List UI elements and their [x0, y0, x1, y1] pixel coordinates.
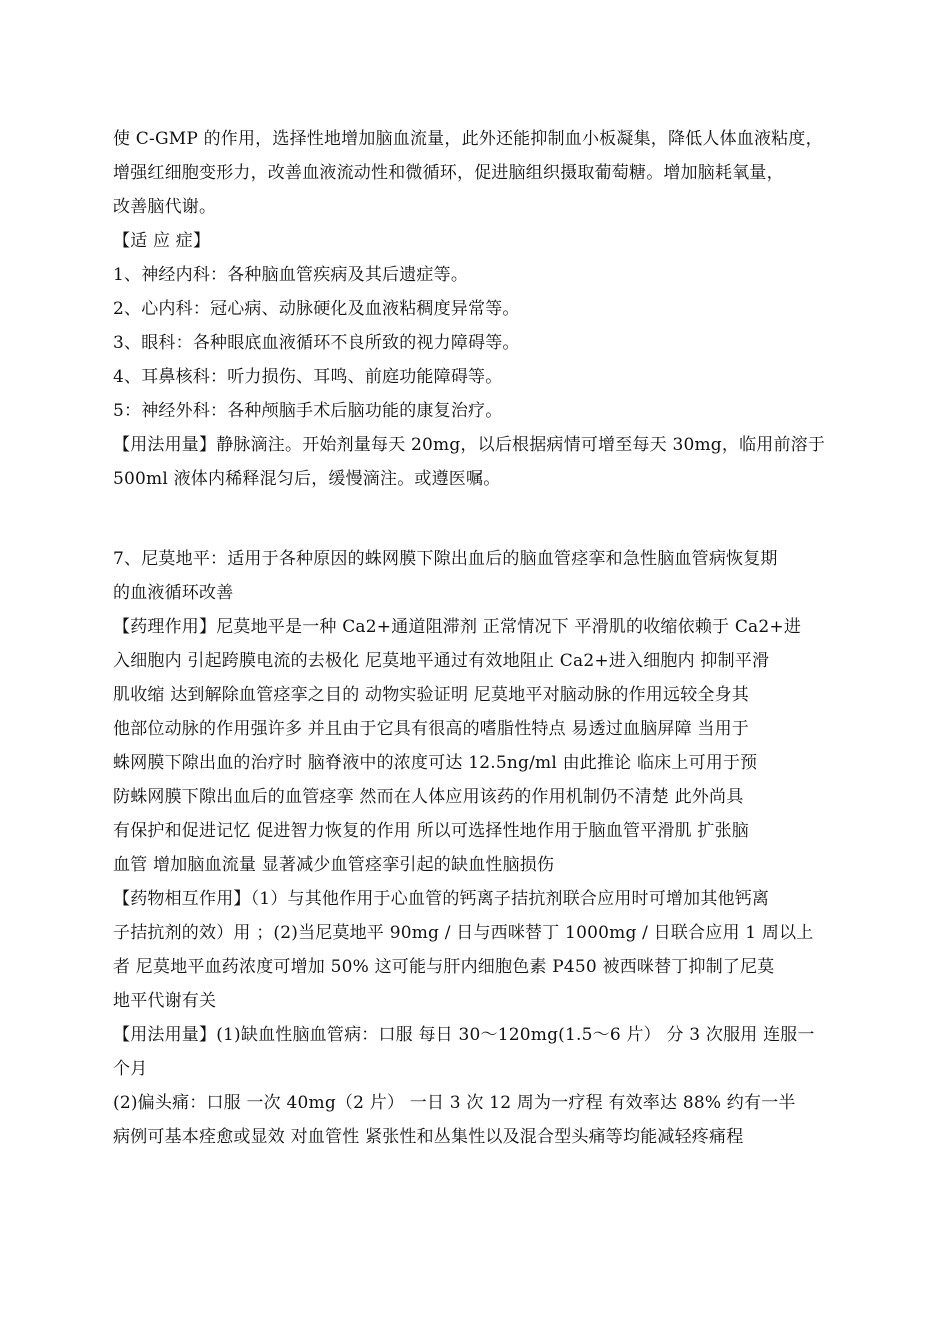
- dosage-line: 【用法用量】(1)缺血性脑血管病：口服 每日 30～120mg(1.5～6 片） 分 3 次服用 连服一: [113, 1025, 815, 1045]
- indication-item: 1、神经内科：各种脑血管疾病及其后遗症等。: [113, 265, 469, 285]
- drug-title-line: 的血液循环改善: [113, 583, 234, 603]
- paragraph-line: 增强红细胞变形力，改善血液流动性和微循环，促进脑组织摄取葡萄糖。增加脑耗氧量，: [113, 163, 784, 183]
- pharmacology-line: 他部位动脉的作用强许多 并且由于它具有很高的嗜脂性特点 易透过血脑屏障 当用于: [113, 719, 750, 739]
- paragraph-line: 使 C-GMP 的作用，选择性地增加脑血流量，此外还能抑制血小板凝集，降低人体血液粘度，: [113, 129, 823, 149]
- interactions-line: 地平代谢有关: [113, 991, 217, 1011]
- pharmacology-line: 防蛛网膜下隙出血后的血管痉挛 然而在人体应用该药的作用机制仍不清楚 此外尚具: [113, 787, 744, 807]
- dosage-line: 病例可基本痊愈或显效 对血管性 紧张性和丛集性以及混合型头痛等均能减轻疼痛程: [113, 1127, 744, 1147]
- pharmacology-line: 有保护和促进记忆 促进智力恢复的作用 所以可选择性地作用于脑血管平滑肌 扩张脑: [113, 821, 750, 841]
- indication-item: 4、耳鼻核科：听力损伤、耳鸣、前庭功能障碍等。: [113, 367, 503, 387]
- pharmacology-line: 蛛网膜下隙出血的治疗时 脑脊液中的浓度可达 12.5ng/ml 由此推论 临床上可用于预: [113, 753, 758, 773]
- interactions-line: 者 尼莫地平血药浓度可增加 50% 这可能与肝内细胞色素 P450 被西咪替丁抑制了尼莫: [113, 957, 775, 977]
- pharmacology-line: 血管 增加脑血流量 显著减少血管痉挛引起的缺血性脑损伤: [113, 855, 555, 875]
- dosage-line: 500ml 液体内稀释混匀后，缓慢滴注。或遵医嘱。: [113, 469, 501, 489]
- indications-heading: 【适 应 症】: [113, 231, 211, 251]
- section-nimodipine: [113, 542, 843, 1154]
- interactions-line: 【药物相互作用】（1）与其他作用于心血管的钙离子拮抗剂联合应用时可增加其他钙离: [113, 889, 770, 909]
- dosage-line: 【用法用量】静脉滴注。开始剂量每天 20mg，以后根据病情可增至每天 30mg，临用前溶于: [113, 435, 826, 455]
- indication-item: 5：神经外科：各种颅脑手术后脑功能的康复治疗。: [113, 401, 503, 421]
- pharmacology-line: 入细胞内 引起跨膜电流的去极化 尼莫地平通过有效地阻止 Ca2+进入细胞内 抑制平滑: [113, 651, 770, 671]
- dosage-line: 个月: [113, 1059, 148, 1079]
- indication-item: 3、眼科：各种眼底血液循环不良所致的视力障碍等。: [113, 333, 520, 353]
- interactions-line: 子拮抗剂的效）用 ；(2)当尼莫地平 90mg / 日与西咪替丁 1000mg / 日联合应用 1 周以上: [113, 923, 814, 943]
- section-cerebral-vasodilator-continued: [113, 122, 843, 496]
- indication-item: 2、心内科：冠心病、动脉硬化及血液粘稠度异常等。: [113, 299, 520, 319]
- pharmacology-line: 【药理作用】尼莫地平是一种 Ca2+通道阻滞剂 正常情况下 平滑肌的收缩依赖于 Ca2+进: [113, 617, 802, 637]
- dosage-line: (2)偏头痛：口服 一次 40mg（2 片） 一日 3 次 12 周为一疗程 有效率达 88% 约有一半: [113, 1093, 796, 1113]
- paragraph-line: 改善脑代谢。: [113, 197, 217, 217]
- drug-title-line: 7、尼莫地平：适用于各种原因的蛛网膜下隙出血后的脑血管痉挛和急性脑血管病恢复期: [113, 549, 778, 569]
- pharmacology-line: 肌收缩 达到解除血管痉挛之目的 动物实验证明 尼莫地平对脑动脉的作用远较全身其: [113, 685, 750, 705]
